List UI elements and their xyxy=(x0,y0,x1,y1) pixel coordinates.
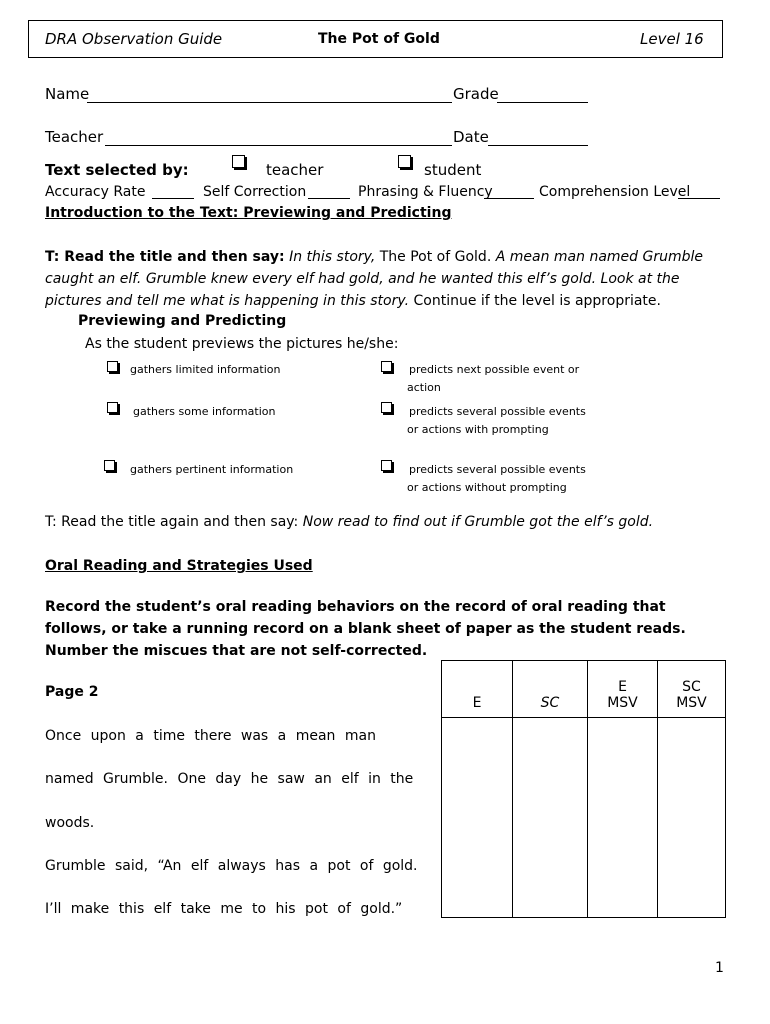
text-selected-label: Text selected by: xyxy=(45,161,189,179)
gathers-pertinent-label: gathers pertinent information xyxy=(130,463,294,476)
self-correction-line[interactable] xyxy=(308,198,350,199)
intro-italic-2: A mean man named Grumble caught an elf. Grumble knew every elf had gold, and he wanted this elf’s gold. Look at the pictures and tell me what is happening in this story. xyxy=(45,249,703,309)
oral-reading-heading: Oral Reading and Strategies Used xyxy=(45,558,313,574)
predicts-next-label-2: action xyxy=(407,381,441,394)
intro-book-title: The Pot of Gold. xyxy=(379,249,492,265)
intro-paragraph xyxy=(45,246,705,312)
intro-italic-1: In this story, xyxy=(289,249,376,265)
record-cell-sc-msv[interactable] xyxy=(658,718,726,918)
predicts-without-prompting-label-1: predicts several possible events xyxy=(409,463,586,476)
teacher-option-label: teacher xyxy=(266,161,324,179)
predicts-with-prompting-checkbox[interactable] xyxy=(381,402,392,413)
comprehension-level-label: Comprehension Level xyxy=(539,184,691,200)
reread-italic: Now read to find out if Grumble got the elf’s gold. xyxy=(302,514,654,530)
col-header-e-msv: E MSV xyxy=(588,661,658,718)
name-line[interactable] xyxy=(87,102,452,103)
student-checkbox[interactable] xyxy=(398,155,411,168)
passage-line-5: I’ll make this elf take me to his pot of gold.” xyxy=(45,901,403,917)
gathers-limited-label: gathers limited information xyxy=(130,363,281,376)
guide-label: DRA Observation Guide xyxy=(45,30,223,48)
col-header-sc: SC xyxy=(513,661,588,718)
phrasing-fluency-label: Phrasing & Fluency xyxy=(358,184,493,200)
oral-reading-record-table xyxy=(441,660,726,918)
teacher-label: Teacher xyxy=(45,128,104,146)
page-label: Page 2 xyxy=(45,684,99,700)
date-label: Date xyxy=(453,128,489,146)
gathers-some-label: gathers some information xyxy=(133,405,276,418)
introduction-heading: Introduction to the Text: Previewing and Predicting xyxy=(45,205,452,221)
preview-instruction: As the student previews the pictures he/she: xyxy=(85,336,399,352)
accuracy-rate-label: Accuracy Rate xyxy=(45,184,146,200)
teacher-checkbox[interactable] xyxy=(232,155,245,168)
gathers-some-checkbox[interactable] xyxy=(107,402,118,413)
document-title: The Pot of Gold xyxy=(318,31,440,47)
gathers-limited-checkbox[interactable] xyxy=(107,361,118,372)
passage-line-1: Once upon a time there was a mean man xyxy=(45,728,376,744)
date-line[interactable] xyxy=(488,145,588,146)
phrasing-fluency-line[interactable] xyxy=(484,198,534,199)
passage-line-4: Grumble said, “An elf always has a pot of gold. xyxy=(45,858,418,874)
predicts-without-prompting-checkbox[interactable] xyxy=(381,460,392,471)
col-header-e: E xyxy=(442,661,513,718)
col-header-sc-msv: SC MSV xyxy=(658,661,726,718)
predicts-without-prompting-label-2: or actions without prompting xyxy=(407,481,567,494)
oral-instructions: Record the student’s oral reading behaviors on the record of oral reading that follows, or take a running record on a blank sheet of paper as the student reads. Number the miscues that are not self-corrected. xyxy=(45,599,686,659)
predicts-with-prompting-label-2: or actions with prompting xyxy=(407,423,549,436)
level-label: Level 16 xyxy=(640,30,704,48)
previewing-subheading: Previewing and Predicting xyxy=(78,313,287,329)
predicts-with-prompting-label-1: predicts several possible events xyxy=(409,405,586,418)
record-cell-e[interactable] xyxy=(442,718,513,918)
name-label: Name xyxy=(45,85,90,103)
comprehension-level-line[interactable] xyxy=(678,198,720,199)
predicts-next-checkbox[interactable] xyxy=(381,361,392,372)
intro-teacher-prompt: T: Read the title and then say: xyxy=(45,249,285,265)
teacher-line[interactable] xyxy=(105,145,452,146)
grade-label: Grade xyxy=(453,85,499,103)
reread-prompt xyxy=(45,514,653,530)
grade-line[interactable] xyxy=(497,102,588,103)
record-cell-e-msv[interactable] xyxy=(588,718,658,918)
student-option-label: student xyxy=(424,161,482,179)
record-cell-sc[interactable] xyxy=(513,718,588,918)
predicts-next-label-1: predicts next possible event or xyxy=(409,363,580,376)
reread-prefix: T: Read the title again and then say: xyxy=(45,514,299,530)
page-number: 1 xyxy=(715,960,724,976)
gathers-pertinent-checkbox[interactable] xyxy=(104,460,115,471)
passage-line-3: woods. xyxy=(45,815,95,831)
self-correction-label: Self Correction xyxy=(203,184,307,200)
intro-continue: Continue if the level is appropriate. xyxy=(413,293,661,309)
passage-line-2: named Grumble. One day he saw an elf in the xyxy=(45,771,414,787)
accuracy-rate-line[interactable] xyxy=(152,198,194,199)
